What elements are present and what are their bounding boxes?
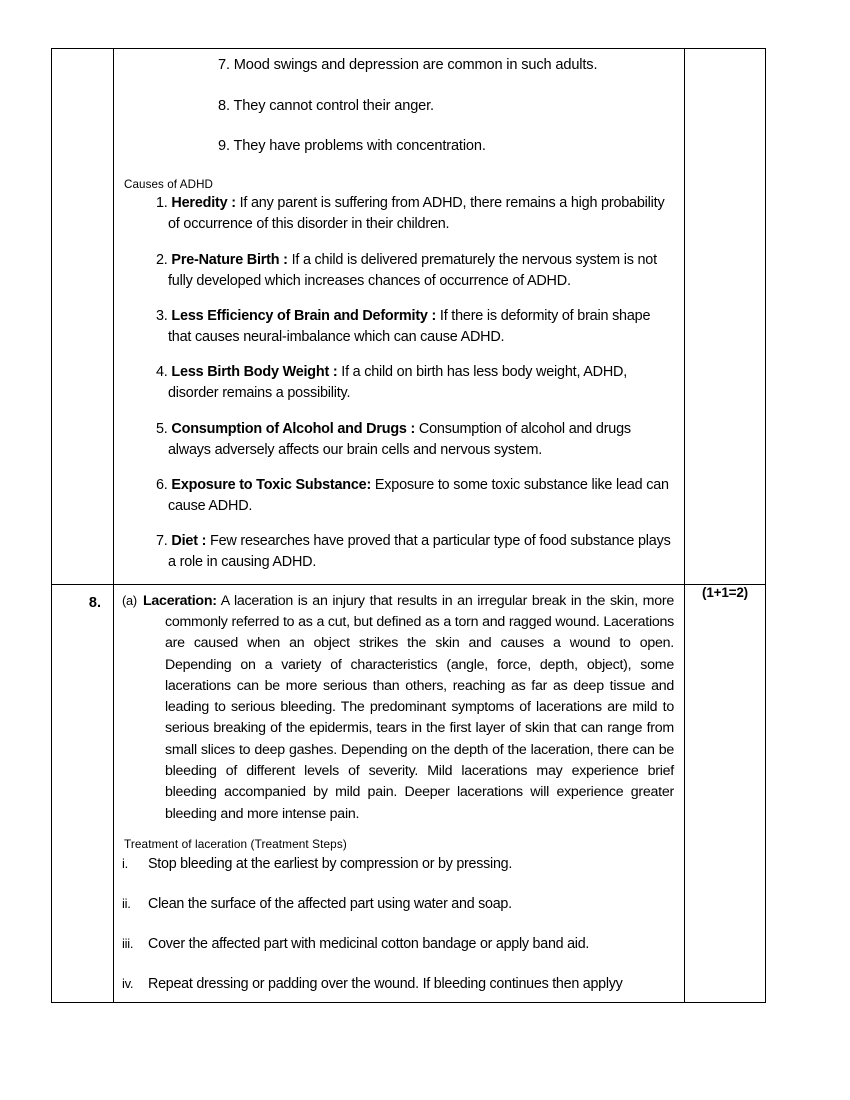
cause-number: 7. (156, 533, 168, 550)
question-number-cell (52, 584, 114, 1003)
list-item (122, 362, 674, 404)
cause-text: If any parent is suffering from ADHD, there remains a high probability of occurrence of this disorder in their children. (168, 195, 665, 233)
marks-cell (685, 49, 766, 585)
list-item (122, 854, 674, 874)
cause-number: 2. (156, 251, 168, 268)
step-marker: ii. (122, 896, 131, 912)
cause-text: Consumption of alcohol and drugs always adversely affects our brain cells and nervous system. (168, 420, 631, 458)
answer-paragraph (122, 591, 674, 825)
list-item (122, 974, 674, 994)
cause-number: 4. (156, 364, 168, 381)
cause-text: Exposure to some toxic substance like lead can cause ADHD. (168, 476, 669, 515)
part-marker: (a) (122, 592, 137, 608)
list-item (122, 306, 674, 348)
cause-number: 5. (156, 420, 168, 437)
list-item (122, 193, 674, 235)
answer-body-cell (114, 49, 685, 585)
question-number-label: 8. (88, 594, 101, 611)
part-title: Laceration: (143, 592, 217, 609)
cause-title: Exposure to Toxic Substance: (171, 476, 372, 493)
step-marker: i. (122, 856, 128, 872)
list-item (122, 250, 674, 292)
question-number-cell (52, 49, 114, 585)
list-item: 8. They cannot control their anger. (218, 97, 434, 114)
causes-heading: Causes of ADHD (124, 178, 214, 192)
cause-title: Less Efficiency of Brain and Deformity : (171, 307, 437, 324)
cause-text: If a child is delivered prematurely the nervous system is not fully developed which increases chances of occurrence of ADHD. (168, 251, 657, 289)
step-text: Clean the surface of the affected part using water and soap. (148, 896, 512, 913)
cause-text: If a child on birth has less body weight, ADHD, disorder remains a possibility. (168, 364, 628, 402)
list-item (122, 934, 674, 954)
part-text: A laceration is an injury that results in an irregular break in the skin, more commonly referred to as a cut, but defined as a torn and ragged wound. Lacerations are caused when an object strikes the skin and causes a wound to open. Depending on a variety of characteristics (angle, force, depth, object), some lacerations can be more serious than others, reaching as far as deep tissue and leading to serious bleeding. The predominant symptoms of lacerations are mild to serious breaking of the epidermis, tears in the first layer of skin that can range from small slices to deep gashes. Depending on the depth of the laceration, there can be bleeding of different levels of severity. Mild lacerations may experience brief bleeding accompanied by mild pain. Deeper lacerations will experience greater bleeding and more intense pain. (165, 592, 674, 822)
cause-text: If there is deformity of brain shape that causes neural-imbalance which can cause ADHD. (168, 307, 651, 346)
answer-body-cell (114, 584, 685, 1003)
step-text: Stop bleeding at the earliest by compression or by pressing. (148, 856, 513, 873)
list-item (122, 475, 674, 517)
cause-title: Consumption of Alcohol and Drugs : (171, 420, 416, 437)
marks-cell (685, 584, 766, 1003)
list-item (122, 419, 674, 461)
cause-number: 6. (156, 476, 168, 493)
cause-number: 1. (156, 195, 168, 212)
table-row (52, 49, 766, 585)
list-item (122, 894, 674, 914)
list-item: 9. They have problems with concentration. (218, 138, 486, 155)
answer-table (51, 48, 766, 1003)
question-number-label (52, 49, 113, 59)
list-item: 7. Mood swings and depression are common in such adults. (218, 57, 598, 73)
step-marker: iii. (122, 936, 134, 952)
list-item (122, 531, 674, 573)
cause-title: Diet : (171, 533, 207, 550)
step-marker: iv. (122, 976, 134, 992)
treatment-heading: Treatment of laceration (Treatment Steps) (124, 836, 347, 851)
cause-text: Few researches have proved that a particular type of food substance plays a role in causing ADHD. (168, 533, 671, 571)
cause-title: Less Birth Body Weight : (171, 364, 338, 381)
table-row (52, 584, 766, 1003)
cause-title: Pre-Nature Birth : (171, 251, 288, 268)
marks-label: (1+1=2) (702, 584, 748, 600)
step-text: Cover the affected part with medicinal cotton bandage or apply band aid. (148, 936, 590, 953)
step-text: Repeat dressing or padding over the wound. If bleeding continues then applyy (148, 976, 623, 993)
cause-number: 3. (156, 307, 168, 324)
cause-title: Heredity : (171, 195, 236, 212)
